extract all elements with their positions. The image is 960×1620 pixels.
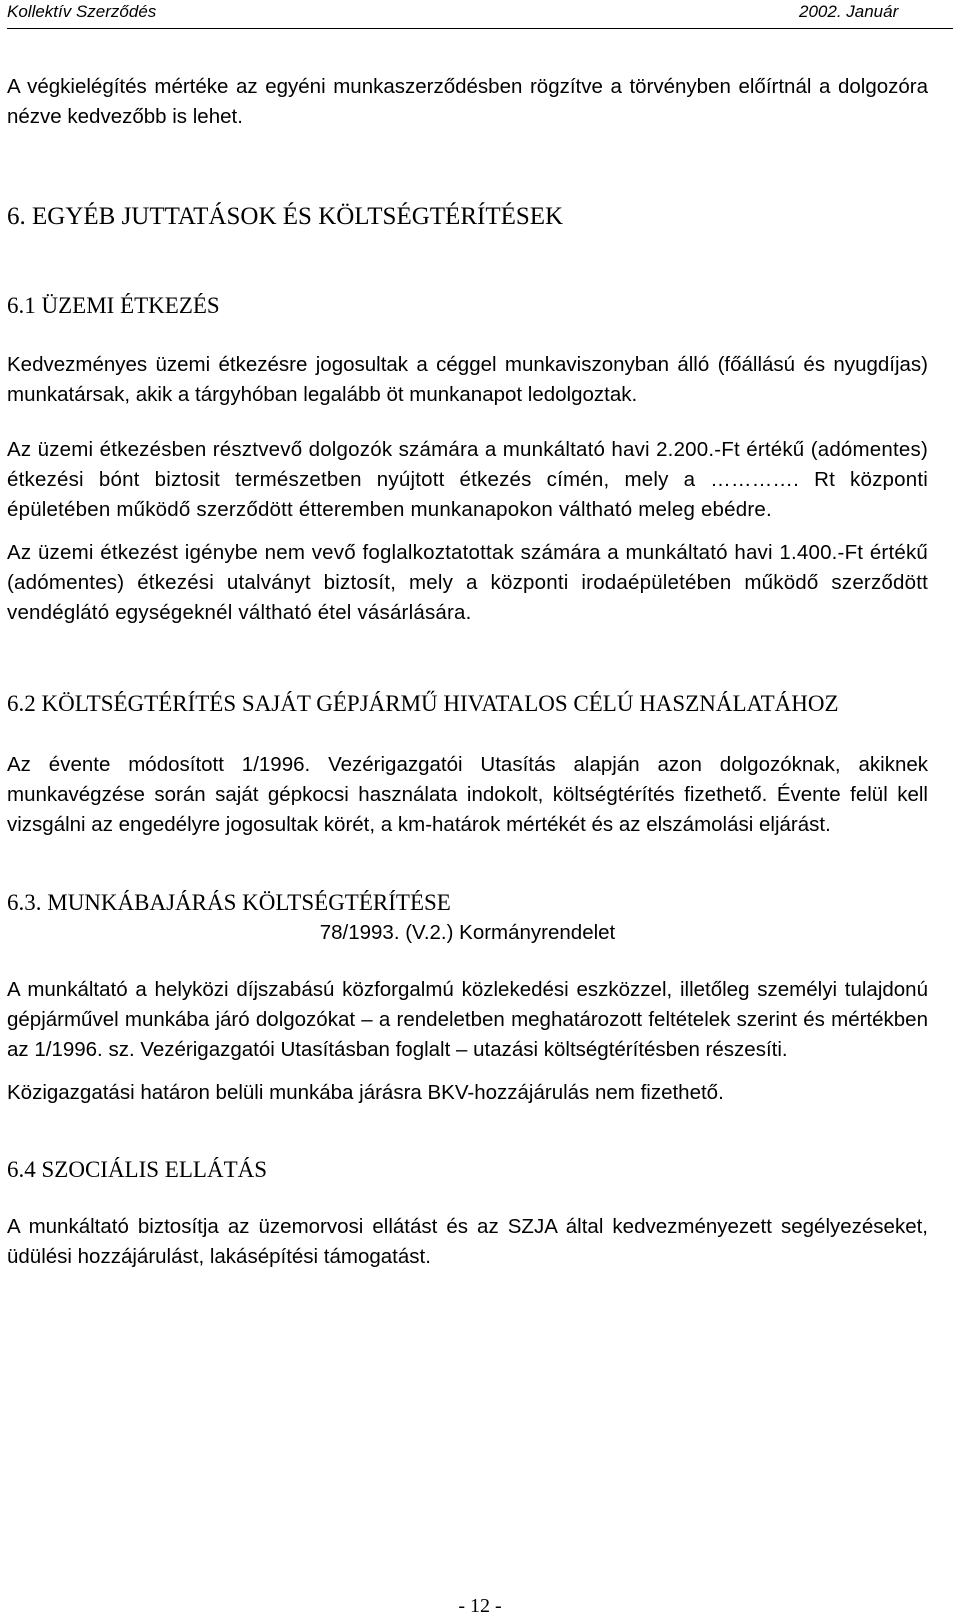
section-heading-6-4: 6.4 SZOCIÁLIS ELLÁTÁS bbox=[7, 1157, 268, 1182]
paragraph-meal-voucher: Az üzemi étkezésben résztvevő dolgozók számára a munkáltató havi 2.200.-Ft értékű (adómentes) étkezési bónt biztosit természetben nyújtott étkezés címén, mely a …………. Rt központi épületében működő szerződött étteremben munkanapokon váltható meleg ebédre. bbox=[7, 438, 928, 521]
header-date: 2002. Január bbox=[799, 2, 899, 21]
paragraph-bkv-contribution: Közigazgatási határon belüli munkába járásra BKV-hozzájárulás nem fizethető. bbox=[7, 1081, 724, 1104]
paragraph-vehicle-reimbursement: Az évente módosított 1/1996. Vezérigazgatói Utasítás alapján azon dolgozóknak, akiknek munkavégzése során saját gépkocsi használata indokolt, költségtérítés fizethető. Évente felül kell vizsgálni az engedélyre jogosultak körét, a km-határok mértékét és az elszámolási eljárást. bbox=[7, 753, 928, 836]
section-heading-6-2: 6.2 KÖLTSÉGTÉRÍTÉS SAJÁT GÉPJÁRMŰ HIVATALOS CÉLÚ HASZNÁLATÁHOZ bbox=[7, 691, 839, 716]
paragraph-meal-ticket: Az üzemi étkezést igénybe nem vevő foglalkoztatottak számára a munkáltató havi 1.400.-Ft értékű (adómentes) étkezési utalványt biztosít, mely a központi irodaépületében működő szerződött vendéglátó egységeknél váltható étel vásárlására. bbox=[7, 541, 928, 624]
paragraph-social-care: A munkáltató biztosítja az üzemorvosi ellátást és az SZJA által kedvezményezett segélyezéseket, üdülési hozzájárulást, lakásépítési támogatást. bbox=[7, 1215, 928, 1268]
regulation-reference: 78/1993. (V.2.) Kormányrendelet bbox=[319, 921, 616, 944]
page-number: - 12 - bbox=[458, 1595, 502, 1617]
document-body bbox=[7, 72, 928, 1272]
paragraph-meal-eligibility: Kedvezményes üzemi étkezésre jogosultak a céggel munkaviszonyban álló (főállású és nyugdíjas) munkatársak, akik a tárgyhóban legalább öt munkanapot ledolgoztak. bbox=[7, 353, 928, 406]
section-heading-6: 6. EGYÉB JUTTATÁSOK ÉS KÖLTSÉGTÉRÍTÉSEK bbox=[7, 203, 564, 230]
section-heading-6-1: 6.1 ÜZEMI ÉTKEZÉS bbox=[7, 293, 220, 318]
header-document-title: Kollektív Szerződés bbox=[7, 2, 157, 21]
section-heading-6-3: 6.3. MUNKÁBAJÁRÁS KÖLTSÉGTÉRÍTÉSE bbox=[7, 890, 451, 915]
page-header bbox=[7, 0, 953, 29]
paragraph-commute-reimbursement: A munkáltató a helyközi díjszabású közforgalmú közlekedési eszközzel, illetőleg személyi tulajdonú gépjárművel munkába járó dolgozókat – a rendeletben meghatározott feltételek szerint és mértékben az 1/1996. sz. Vezérigazgatói Utasításban foglalt – utazási költségtérítésben részesíti. bbox=[7, 978, 928, 1061]
paragraph-severance: A végkielégítés mértéke az egyéni munkaszerződésben rögzítve a törvényben előírtnál a dolgozóra nézve kedvezőbb is lehet. bbox=[7, 75, 928, 128]
